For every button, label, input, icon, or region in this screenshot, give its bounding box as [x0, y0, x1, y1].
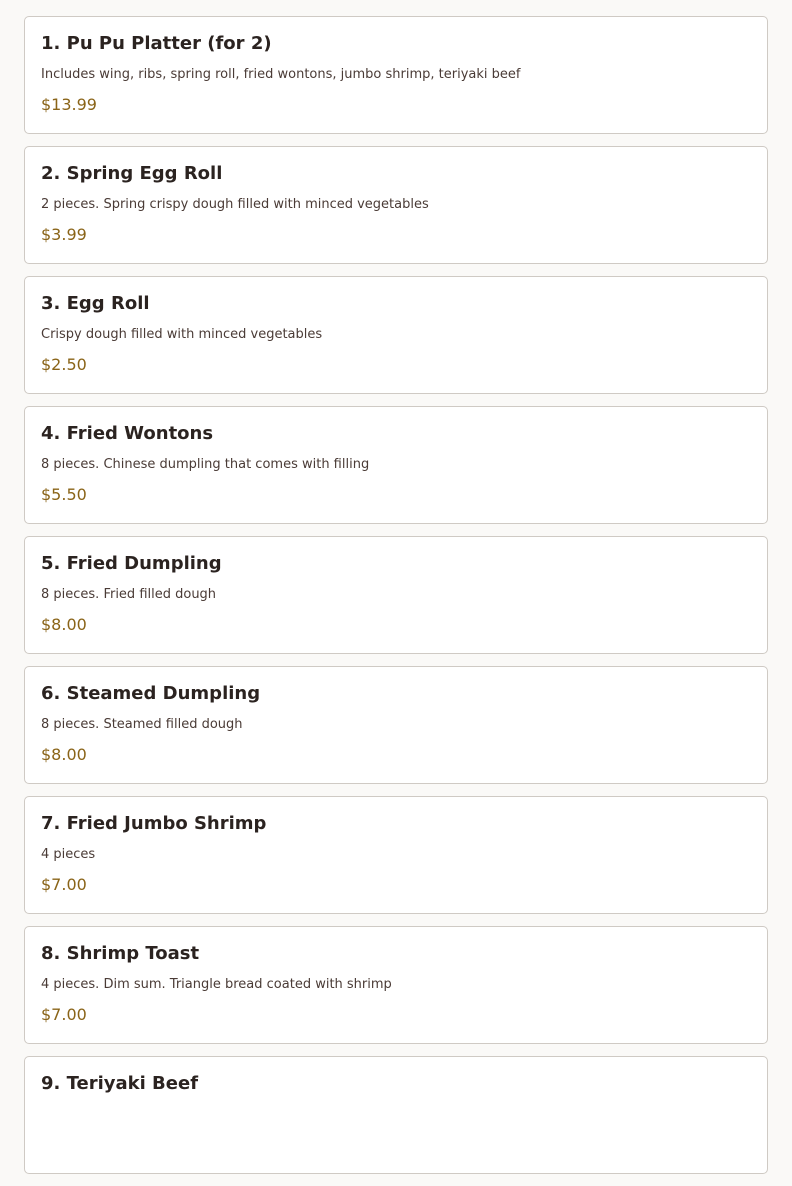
menu-item-list — [24, 16, 768, 1186]
menu-item-price: $3.99 — [41, 225, 87, 244]
menu-item-card[interactable] — [24, 666, 768, 784]
menu-item-name: 4. Fried Wontons — [41, 423, 214, 444]
menu-item-price: $2.50 — [41, 355, 87, 374]
menu-item-price: $7.00 — [41, 875, 87, 894]
menu-item-card[interactable] — [24, 146, 768, 264]
menu-item-card[interactable] — [24, 926, 768, 1044]
menu-item-name: 9. Teriyaki Beef — [41, 1073, 199, 1094]
menu-item-card[interactable] — [24, 16, 768, 134]
menu-item-card[interactable] — [24, 536, 768, 654]
menu-item-name: 8. Shrimp Toast — [41, 943, 200, 964]
menu-item-description: Crispy dough filled with minced vegetables — [41, 327, 323, 342]
menu-item-description: 8 pieces. Steamed filled dough — [41, 717, 243, 732]
menu-item-description: 2 pieces. Spring crispy dough filled with minced vegetables — [41, 197, 429, 212]
menu-item-description: 8 pieces. Fried filled dough — [41, 587, 217, 602]
menu-item-price: $7.00 — [41, 1005, 87, 1024]
menu-item-name: 5. Fried Dumpling — [41, 553, 222, 574]
menu-item-price: $8.00 — [41, 615, 87, 634]
menu-item-card[interactable] — [24, 796, 768, 914]
menu-item-card[interactable] — [24, 1056, 768, 1174]
menu-item-card[interactable] — [24, 406, 768, 524]
menu-item-description: 4 pieces. Dim sum. Triangle bread coated with shrimp — [41, 977, 392, 992]
menu-item-card[interactable] — [24, 276, 768, 394]
menu-item-description: 4 pieces — [41, 847, 96, 862]
menu-item-price: $5.50 — [41, 485, 87, 504]
menu-item-name: 2. Spring Egg Roll — [41, 163, 223, 184]
menu-item-name: 6. Steamed Dumpling — [41, 683, 261, 704]
menu-item-name: 3. Egg Roll — [41, 293, 150, 314]
menu-item-description: Includes wing, ribs, spring roll, fried wontons, jumbo shrimp, teriyaki beef — [41, 67, 521, 82]
menu-item-name: 7. Fried Jumbo Shrimp — [41, 813, 267, 834]
menu-item-price: $8.00 — [41, 745, 87, 764]
menu-item-price: $13.99 — [41, 95, 97, 114]
menu-item-description: 8 pieces. Chinese dumpling that comes with filling — [41, 457, 370, 472]
menu-item-name: 1. Pu Pu Platter (for 2) — [41, 33, 272, 54]
